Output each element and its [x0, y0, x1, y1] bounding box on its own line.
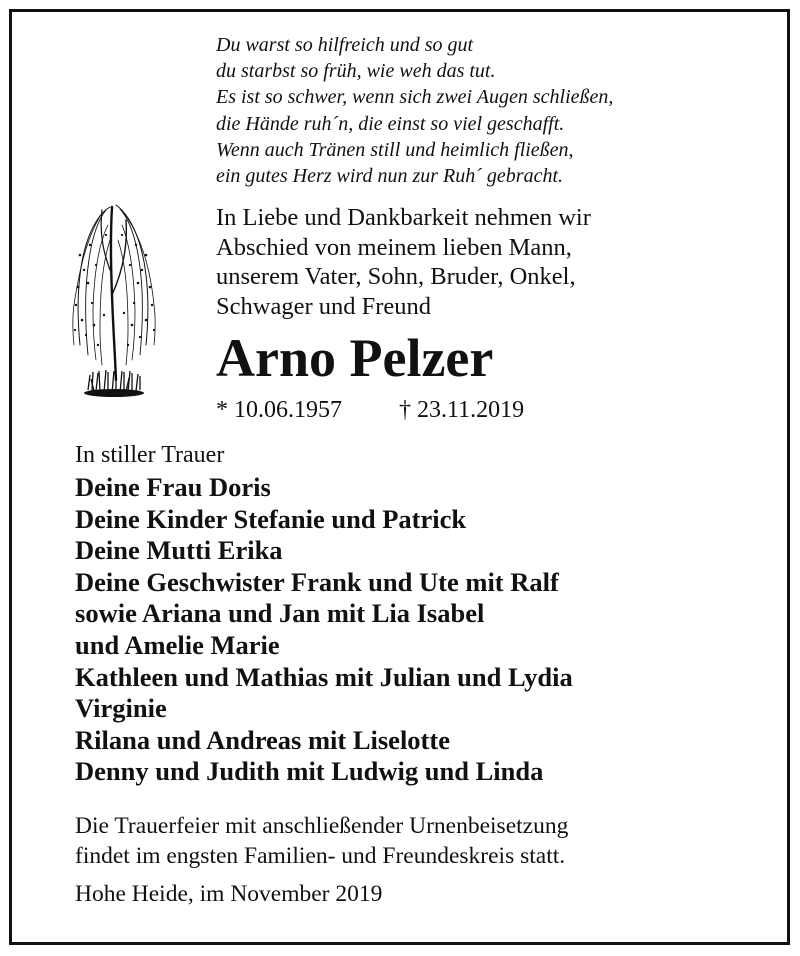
birth-date: * 10.06.1957: [216, 397, 342, 423]
family-line: Kathleen und Mathias mit Julian und Lydia: [75, 661, 573, 692]
death-date: † 23.11.2019: [399, 397, 525, 423]
intro-line: In Liebe und Dankbarkeit nehmen wir: [216, 204, 591, 231]
poem-line: Du warst so hilfreich und so gut: [216, 34, 474, 56]
intro-line: Abschied von meinem lieben Mann,: [216, 233, 572, 261]
poem-line: Es ist so schwer, wenn sich zwei Augen schließen,: [216, 86, 614, 109]
weeping-willow-icon: [66, 195, 162, 415]
poem: [216, 32, 756, 189]
family-line: Deine Frau Doris: [75, 472, 271, 502]
poem-line: Wenn auch Tränen still und heimlich fließen,: [216, 138, 574, 161]
ceremony-info: [75, 812, 765, 871]
place-date: Hohe Heide, im November 2019: [75, 881, 383, 907]
intro-line: unserem Vater, Sohn, Bruder, Onkel,: [216, 263, 576, 291]
family-line: sowie Ariana und Jan mit Lia Isabel: [75, 598, 485, 629]
family-line: Deine Geschwister Frank und Ute mit Ralf: [75, 566, 559, 597]
family-list: [75, 472, 765, 788]
family-line: Deine Kinder Stefanie und Patrick: [75, 503, 467, 534]
family-line: Deine Mutti Erika: [75, 535, 283, 566]
ceremony-line: Die Trauerfeier mit anschließender Urnenbeisetzung: [75, 813, 569, 839]
ceremony-line: findet im engsten Familien- und Freundeskreis statt.: [75, 842, 566, 869]
family-line: Rilana und Andreas mit Liselotte: [75, 724, 450, 755]
poem-line: die Hände ruh´n, die einst so viel geschafft.: [216, 112, 565, 135]
mourning-label: In stiller Trauer: [75, 442, 225, 468]
intro-line: Schwager und Freund: [216, 292, 432, 320]
deceased-name: Arno Pelzer: [216, 328, 494, 388]
family-line: Denny und Judith mit Ludwig und Linda: [75, 756, 544, 787]
family-line: Virginie: [75, 693, 167, 724]
poem-line: du starbst so früh, wie weh das tut.: [216, 60, 496, 83]
intro-text: [216, 203, 756, 321]
family-line: und Amelie Marie: [75, 629, 280, 660]
poem-line: ein gutes Herz wird nun zur Ruh´ gebracht.: [216, 165, 564, 188]
